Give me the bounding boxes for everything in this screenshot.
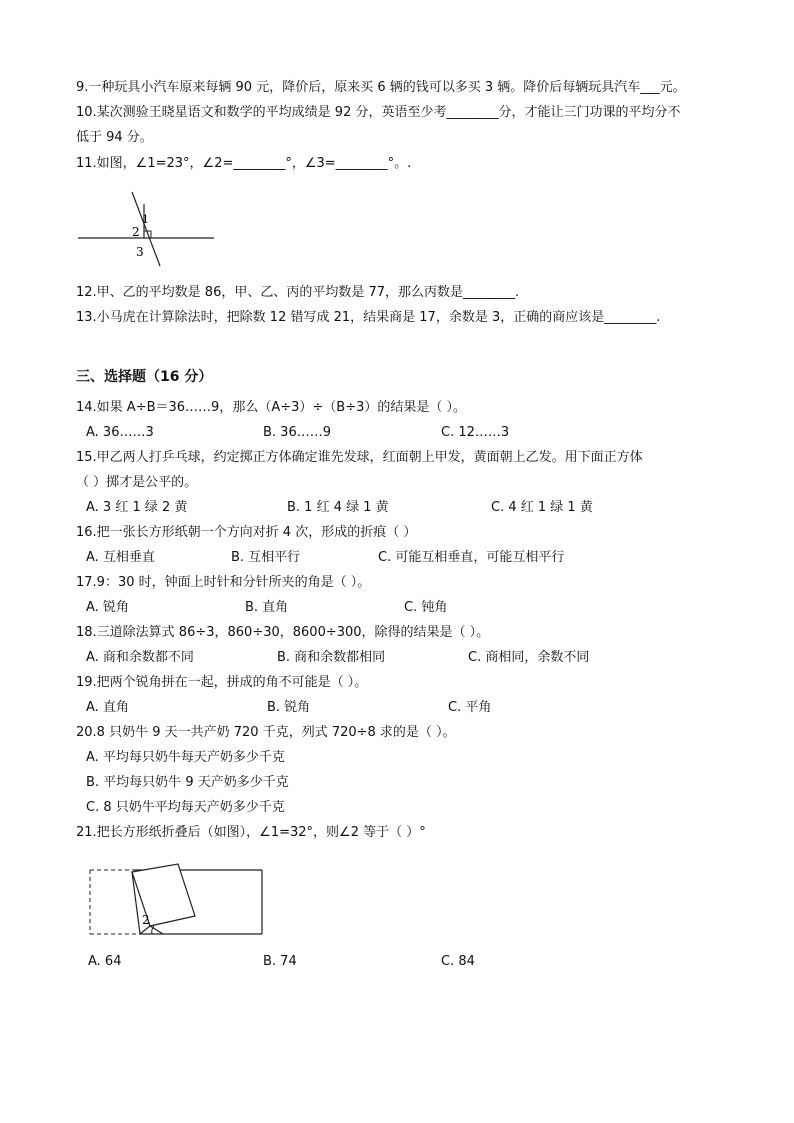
option-16-c: C. 可能互相垂直，可能互相平行 bbox=[378, 550, 565, 565]
option-15-a: A. 3 红 1 绿 2 黄 bbox=[86, 500, 188, 515]
option-18-a: A. 商和余数都不同 bbox=[86, 650, 194, 665]
question-19: 19.把两个锐角拼在一起，拼成的角不可能是（ ）。 bbox=[76, 675, 368, 690]
question-14: 14.如果 A÷B＝36……9，那么（A÷3）÷（B÷3）的结果是（ ）。 bbox=[76, 400, 466, 415]
question-15-line2: （ ）掷才是公平的。 bbox=[76, 475, 198, 490]
option-20-c: C. 8 只奶牛平均每天产奶多少千克 bbox=[86, 800, 285, 815]
question-11: 11.如图，∠1=23°，∠2=________°，∠3=________°。. bbox=[76, 156, 412, 171]
question-12: 12.甲、乙的平均数是 86，甲、乙、丙的平均数是 77，那么丙数是________. bbox=[76, 285, 520, 300]
question-10-line2: 低于 94 分。 bbox=[76, 130, 153, 145]
option-21-c: C. 84 bbox=[441, 954, 475, 969]
option-16-b: B. 互相平行 bbox=[231, 550, 301, 565]
option-15-c: C. 4 红 1 绿 1 黄 bbox=[491, 500, 593, 515]
option-17-c: C. 钝角 bbox=[404, 600, 448, 615]
option-14-b: B. 36……9 bbox=[263, 425, 331, 440]
option-19-a: A. 直角 bbox=[86, 700, 129, 715]
question-15-line1: 15.甲乙两人打乒乓球，约定掷正方体确定谁先发球，红面朝上甲发，黄面朝上乙发。用下面正方体 bbox=[76, 450, 643, 465]
option-21-a: A. 64 bbox=[88, 954, 122, 969]
option-15-b: B. 1 红 4 绿 1 黄 bbox=[287, 500, 389, 515]
question-21: 21.把长方形纸折叠后（如图），∠1=32°，则∠2 等于（ ）° bbox=[76, 825, 426, 840]
angle-figure-q11 bbox=[78, 190, 218, 270]
angle-label-1: 1 bbox=[142, 213, 149, 226]
option-16-a: A. 互相垂直 bbox=[86, 550, 155, 565]
option-18-c: C. 商相同，余数不同 bbox=[468, 650, 590, 665]
option-20-a: A. 平均每只奶牛每天产奶多少千克 bbox=[86, 750, 285, 765]
folded-rectangle-figure bbox=[88, 864, 268, 936]
option-17-b: B. 直角 bbox=[245, 600, 289, 615]
question-9: 9.一种玩具小汽车原来每辆 90 元，降价后，原来买 6 辆的钱可以多买 3 辆。降价后每辆玩具汽车___元。 bbox=[76, 80, 686, 95]
angle-label-3: 3 bbox=[136, 245, 144, 259]
angle-label-2: 2 bbox=[132, 225, 140, 239]
section-title-choice: 三、选择题（16 分） bbox=[76, 369, 213, 385]
angle-label-q21-2: 2 bbox=[142, 913, 150, 927]
option-19-b: B. 锐角 bbox=[267, 700, 311, 715]
option-21-b: B. 74 bbox=[263, 954, 297, 969]
option-20-b: B. 平均每只奶牛 9 天产奶多少千克 bbox=[86, 775, 289, 790]
question-13: 13.小马虎在计算除法时，把除数 12 错写成 21，结果商是 17，余数是 3，正确的商应该是________. bbox=[76, 310, 661, 325]
option-19-c: C. 平角 bbox=[448, 700, 492, 715]
question-17: 17.9：30 时，钟面上时针和分针所夹的角是（ ）。 bbox=[76, 575, 371, 590]
option-17-a: A. 锐角 bbox=[86, 600, 129, 615]
question-16: 16.把一张长方形纸朝一个方向对折 4 次，形成的折痕（ ） bbox=[76, 525, 417, 540]
option-18-b: B. 商和余数都相同 bbox=[277, 650, 386, 665]
option-14-c: C. 12……3 bbox=[441, 425, 510, 440]
question-10-line1: 10.某次测验王晓星语文和数学的平均成绩是 92 分，英语至少考________分，才能让三门功课的平均分不 bbox=[76, 105, 681, 120]
question-20: 20.8 只奶牛 9 天一共产奶 720 千克，列式 720÷8 求的是（ ）。 bbox=[76, 725, 456, 740]
option-14-a: A. 36……3 bbox=[86, 425, 154, 440]
question-18: 18.三道除法算式 86÷3，860÷30，8600÷300，除得的结果是（ ）。 bbox=[76, 625, 490, 640]
